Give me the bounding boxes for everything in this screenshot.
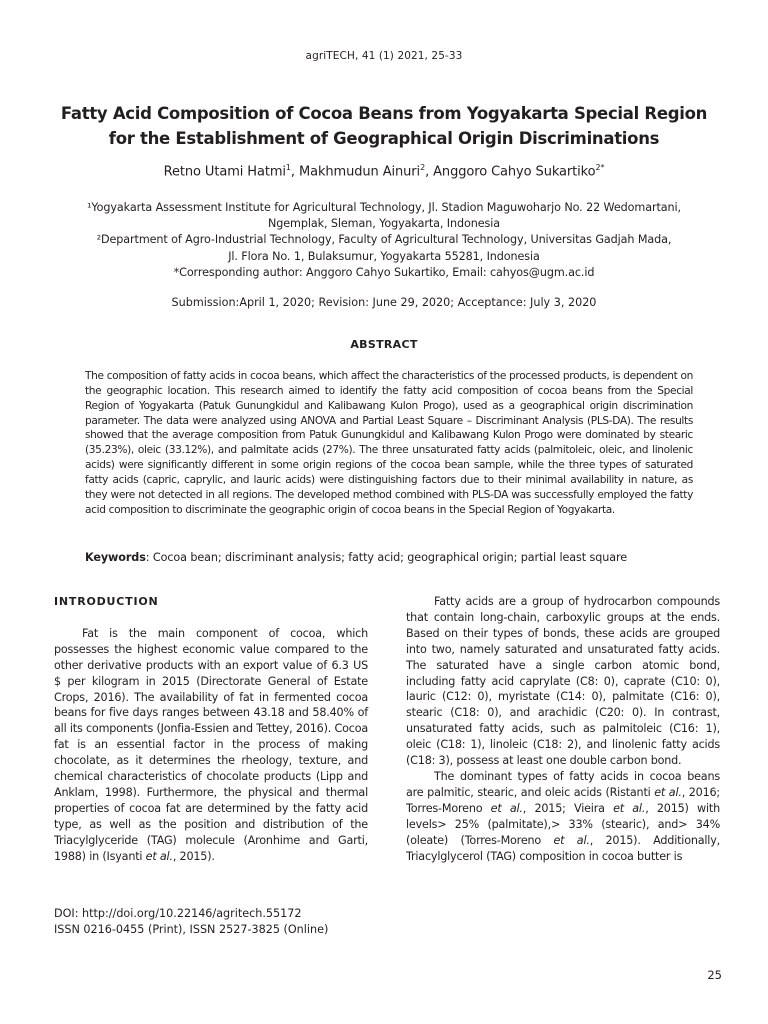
affiliation-line: ¹Yogyakarta Assessment Institute for Agricultural Technology, Jl. Stadion Maguwoharjo No. 22 Wedomartani, (87, 201, 681, 214)
submission-dates: Submission:April 1, 2020; Revision: June 29, 2020; Acceptance: July 3, 2020 (171, 296, 597, 309)
author-affiliation-mark: 2 (420, 163, 426, 172)
author-separator: , (425, 164, 434, 180)
affiliation-line: Jl. Flora No. 1, Bulaksumur, Yogyakarta 55281, Indonesia (228, 249, 540, 263)
et-al-italic: et al. (145, 849, 173, 863)
et-al-italic: et al. (613, 801, 646, 815)
paragraph (54, 626, 368, 865)
right-column (406, 594, 720, 864)
paragraph-text: , 2015; Vieira (522, 801, 614, 815)
author-name: Makhmudun Ainuri (299, 164, 421, 180)
keywords-label: Keywords (85, 551, 146, 564)
et-al-italic: et al. (490, 801, 523, 815)
et-al-italic: et al. (654, 785, 682, 799)
corresponding-author: *Corresponding author: Anggoro Cahyo Sukartiko, Email: cahyos@ugm.ac.id (173, 265, 595, 279)
doi-link[interactable]: DOI: http://doi.org/10.22146/agritech.55172 (54, 907, 302, 920)
paragraph-text: , 2016; Torres-Moreno (406, 785, 721, 815)
journal-reference: agriTECH, 41 (1) 2021, 25-33 (305, 50, 463, 62)
paper-title: Fatty Acid Composition of Cocoa Beans from Yogyakarta Special Region for the Establishment of Geographical Origin Discriminations (60, 104, 708, 149)
et-al-italic: et al. (553, 833, 590, 847)
paragraph: Fatty acids are a group of hydrocarbon compounds that contain long-chain, carboxylic groups at the ends. Based on their types of bonds, these acids are grouped into two, namely saturated and unsaturated fatty acids. The saturated have a single carbon atomic bond, including fatty acid caprylate (C8: 0), caprate (C10: 0), lauric (C12: 0), myristate (C14: 0), palmitate (C16: 0), stearic (C18: 0), and arachidic (C20: 0). In contrast, unsaturated fatty acids, such as palmitoleic (C16: 1), oleic (C18: 1), linoleic (C18: 2), and linolenic fatty acids (C18: 3), possess at least one double carbon bond. (406, 595, 720, 768)
author-name: Anggoro Cahyo Sukartiko (433, 164, 596, 180)
author-affiliation-mark: 2* (595, 163, 605, 172)
paragraph-text: Fat is the main component of cocoa, which possesses the highest economic value compared to the other derivative products with an export value of 6.3 US $ per kilogram in 2015 (Directorate General of Estate Crops, 2016). The availability of fat in fermented cocoa beans for five days ranges between 43.18 and 58.40% of all its components (Jonfia-Essien and Tettey, 2016). Cocoa fat is an essential factor in the process of making chocolate, as it determines the rheology, texture, and chemical characteristics of chocolate products (Lipp and Anklam, 1998). Furthermore, the physical and thermal properties of cocoa fat are determined by the fatty acid type, as well as the position and distribution of the Triacylglyceride (TAG) molecule (Aronhime and Garti, 1988) in (Isyanti (54, 626, 368, 863)
author-list (0, 163, 768, 179)
affiliations (60, 200, 708, 281)
page-number: 25 (707, 968, 722, 982)
paragraph-text: , 2015) with levels> 25% (palmitate),> 33% (stearic), and> 34% (oleate) (Torres-Moreno (406, 801, 720, 847)
paragraph-text: , 2015). Additionally, Triacylglycerol (TAG) composition in cocoa butter is (406, 833, 720, 863)
paragraph-text: , 2015). (172, 849, 215, 863)
keywords (85, 551, 693, 564)
abstract-text: The composition of fatty acids in cocoa beans, which affect the characteristics of the processed products, is dependent on the geographic location. This research aimed to identify the fatty acid composition of cocoa beans from the Special Region of Yogyakarta (Patuk Gunungkidul and Kalibawang Kulon Progo), used as a geographical origin discrimination parameter. The data were analyzed using ANOVA and Partial Least Square – Discriminant Analysis (PLS-DA). The results showed that the average composition from Patuk Gunungkidul and Kalibawang Kulon Progo were dominated by stearic (35.23%), oleic (33.12%), and palmitate acids (27%). The three unsaturated fatty acids (palmitoleic, oleic, and linolenic acids) were significantly different in some origin regions of the cocoa bean sample, while the three types of saturated fatty acids (capric, caprylic, and lauric acids) were distinguishing factors due to their minimal availability in nature, as they were not detected in all regions. The developed method combined with PLS-DA was successfully employed the fatty acid composition to discriminate the geographic origin of cocoa beans in the Special Region of Yogyakarta. (85, 370, 693, 516)
keywords-list: : Cocoa bean; discriminant analysis; fatty acid; geographical origin; partial least square (145, 551, 628, 564)
paragraph-text: The dominant types of fatty acids in cocoa beans are palmitic, stearic, and oleic acids (Ristanti (406, 769, 720, 799)
left-column (54, 594, 368, 865)
author-separator: , (290, 164, 299, 180)
paragraph (406, 769, 720, 864)
affiliation-line: ²Department of Agro-Industrial Technology, Faculty of Agricultural Technology, Universitas Gadjah Mada, (96, 233, 672, 247)
issn-line: ISSN 0216-0455 (Print), ISSN 2527-3825 (Online) (54, 922, 329, 936)
section-heading: INTRODUCTION (54, 595, 159, 608)
affiliation-line: Ngemplak, Sleman, Yogyakarta, Indonesia (267, 217, 501, 231)
doi-issn-block (54, 906, 374, 937)
author-name: Retno Utami Hatmi (163, 164, 286, 180)
abstract-heading: ABSTRACT (350, 338, 418, 351)
author-affiliation-mark: 1 (285, 163, 291, 172)
